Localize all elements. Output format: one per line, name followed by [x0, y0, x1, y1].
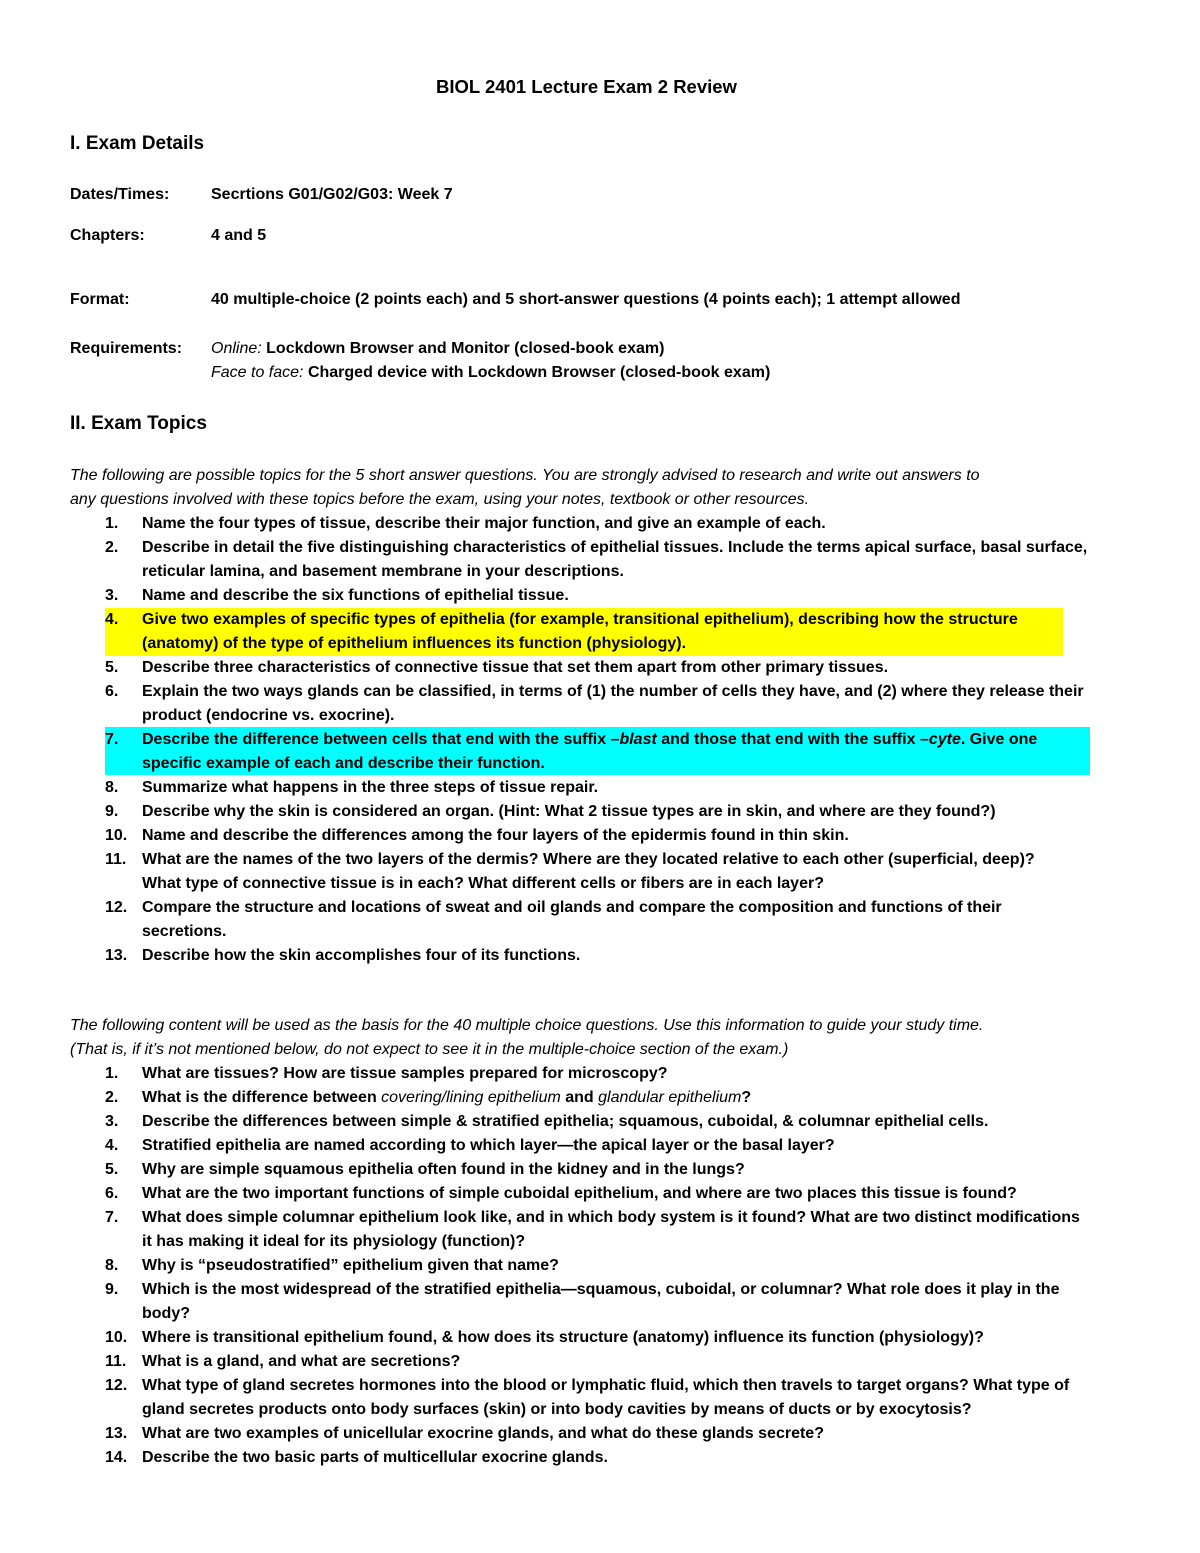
list-item-number: 3. — [105, 587, 119, 604]
list-item-text: (anatomy) of the type of epithelium influences its function (physiology). — [142, 635, 687, 652]
list-item-text: What are the names of the two layers of the dermis? Where are they located relative to each other (superficial, deep)? — [142, 851, 1035, 868]
list-item-text: gland secretes products onto body surfaces (skin) or into body cavities by means of ducts or by exocytosis? — [142, 1401, 972, 1418]
dates-value: Secrtions G01/G02/G03: Week 7 — [211, 186, 453, 203]
list-item-number: 9. — [105, 1281, 119, 1298]
text-run: Describe the difference between cells that end with the suffix – — [142, 731, 620, 748]
section-heading-exam-topics: II. Exam Topics — [70, 413, 207, 434]
list-item-text: Describe in detail the five distinguishing characteristics of epithelial tissues. Include the terms apical surface, basal surface, — [142, 539, 1088, 556]
list-item-text: Explain the two ways glands can be classified, in terms of (1) the number of cells they have, and (2) where they release their — [142, 683, 1084, 700]
mc-intro-line-1: The following content will be used as the basis for the 40 multiple choice questions. Use this information to guide your study time. — [70, 1017, 984, 1034]
list-item-text: body? — [142, 1305, 190, 1322]
mc-intro-line-2: (That is, if it’s not mentioned below, do not expect to see it in the multiple-choice section of the exam.) — [70, 1041, 789, 1058]
list-item-number: 6. — [105, 683, 119, 700]
list-item-number: 7. — [105, 1209, 119, 1226]
list-item-number: 5. — [105, 1161, 119, 1178]
text-run: What is the difference between — [142, 1089, 382, 1106]
list-item-text: What does simple columnar epithelium look like, and in which body system is it found? What are two distinct modifications — [142, 1209, 1080, 1226]
list-item-number: 11. — [105, 1353, 127, 1370]
list-item-text: What is a gland, and what are secretions? — [142, 1353, 461, 1370]
list-item-text: What are two examples of unicellular exocrine glands, and what do these glands secrete? — [142, 1425, 824, 1442]
list-item-text: Name the four types of tissue, describe their major function, and give an example of each. — [142, 515, 826, 532]
requirements-label: Requirements: — [70, 340, 183, 357]
list-item-number: 1. — [105, 515, 119, 532]
text-run: glandular epithelium — [598, 1089, 742, 1106]
format-label: Format: — [70, 291, 130, 308]
list-item-text: Name and describe the differences among the four layers of the epidermis found in thin skin. — [142, 827, 849, 844]
list-item-number: 14. — [105, 1449, 128, 1466]
list-item-text: Give two examples of specific types of epithelia (for example, transitional epithelium), describing how the structure — [142, 611, 1018, 628]
list-item-text: Describe the differences between simple & stratified epithelia; squamous, cuboidal, & columnar epithelial cells. — [142, 1113, 989, 1130]
list-item-text: What are the two important functions of simple cuboidal epithelium, and where are two places this tissue is found? — [142, 1185, 1017, 1202]
text-run: . Give one — [960, 731, 1038, 748]
list-item-text: Which is the most widespread of the stratified epithelia—squamous, cuboidal, or columnar? What role does it play in the — [142, 1281, 1060, 1298]
list-item-text: Summarize what happens in the three steps of tissue repair. — [142, 779, 599, 796]
face-to-face-label: Face to face: — [211, 364, 304, 381]
list-item-number: 4. — [105, 611, 119, 628]
list-item-number: 3. — [105, 1113, 119, 1130]
list-item-number: 2. — [105, 539, 119, 556]
online-value: Lockdown Browser and Monitor (closed-book exam) — [261, 340, 665, 357]
list-item-text: Name and describe the six functions of epithelial tissue. — [142, 587, 569, 604]
chapters-label: Chapters: — [70, 227, 145, 244]
list-item-text: Why are simple squamous epithelia often found in the kidney and in the lungs? — [142, 1161, 745, 1178]
requirements-face-to-face — [211, 361, 770, 385]
list-item-number: 11. — [105, 851, 127, 868]
dates-label: Dates/Times: — [70, 186, 170, 203]
list-item-text: Stratified epithelia are named according to which layer—the apical layer or the basal layer? — [142, 1137, 835, 1154]
list-item-text: What type of gland secretes hormones into the blood or lymphatic fluid, which then travels to target organs? What type of — [142, 1377, 1070, 1394]
list-item-text: Describe three characteristics of connective tissue that set them apart from other primary tissues. — [142, 659, 889, 676]
online-label: Online: — [211, 340, 262, 357]
list-item-number: 8. — [105, 779, 119, 796]
list-item-text: Describe how the skin accomplishes four of its functions. — [142, 947, 581, 964]
list-item-number: 12. — [105, 1377, 128, 1394]
list-item-text: Describe the two basic parts of multicellular exocrine glands. — [142, 1449, 608, 1466]
list-item-text: product (endocrine vs. exocrine). — [142, 707, 395, 724]
text-run: blast — [619, 731, 657, 748]
face-to-face-value: Charged device with Lockdown Browser (closed-book exam) — [303, 364, 771, 381]
chapters-value: 4 and 5 — [211, 227, 267, 244]
list-item-number: 13. — [105, 947, 128, 964]
list-item-number: 2. — [105, 1089, 119, 1106]
list-item-text: Compare the structure and locations of sweat and oil glands and compare the composition and functions of their — [142, 899, 1002, 916]
list-item-text: What type of connective tissue is in each? What different cells or fibers are in each layer? — [142, 875, 824, 892]
list-item-text: secretions. — [142, 923, 227, 940]
list-item-text — [142, 728, 1037, 752]
text-run: covering/lining epithelium — [381, 1089, 561, 1106]
list-item-text: specific example of each and describe their function. — [142, 755, 545, 772]
list-item-number: 4. — [105, 1137, 119, 1154]
list-item-text: reticular lamina, and basement membrane in your descriptions. — [142, 563, 624, 580]
short-answer-intro-line-2: any questions involved with these topics before the exam, using your notes, textbook or other resources. — [70, 491, 810, 508]
list-item-number: 10. — [105, 1329, 128, 1346]
list-item-number: 1. — [105, 1065, 119, 1082]
format-value: 40 multiple-choice (2 points each) and 5 short-answer questions (4 points each); 1 attempt allowed — [211, 291, 961, 308]
list-item-text — [142, 1086, 751, 1110]
list-item-number: 12. — [105, 899, 128, 916]
text-run: cyte — [928, 731, 961, 748]
text-run: and — [560, 1089, 599, 1106]
page-title: BIOL 2401 Lecture Exam 2 Review — [436, 76, 737, 97]
list-item-text: What are tissues? How are tissue samples prepared for microscopy? — [142, 1065, 668, 1082]
list-item-text: Describe why the skin is considered an organ. (Hint: What 2 tissue types are in skin, and where are they found?) — [142, 803, 996, 820]
list-item-text: it has making it ideal for its physiology (function)? — [142, 1233, 526, 1250]
short-answer-intro-line-1: The following are possible topics for the 5 short answer questions. You are strongly advised to research and write out answers to — [70, 467, 980, 484]
list-item-number: 9. — [105, 803, 119, 820]
list-item-number: 7. — [105, 731, 119, 748]
list-item-text: Why is “pseudostratified” epithelium given that name? — [142, 1257, 559, 1274]
text-run: ? — [741, 1089, 752, 1106]
list-item-number: 13. — [105, 1425, 128, 1442]
requirements-online — [211, 337, 664, 361]
list-item-number: 10. — [105, 827, 128, 844]
list-item-text: Where is transitional epithelium found, & how does its structure (anatomy) influence its function (physiology)? — [142, 1329, 984, 1346]
section-heading-exam-details: I. Exam Details — [70, 133, 205, 154]
list-item-number: 6. — [105, 1185, 119, 1202]
list-item-number: 8. — [105, 1257, 119, 1274]
text-run: and those that end with the suffix – — [656, 731, 929, 748]
list-item-number: 5. — [105, 659, 119, 676]
